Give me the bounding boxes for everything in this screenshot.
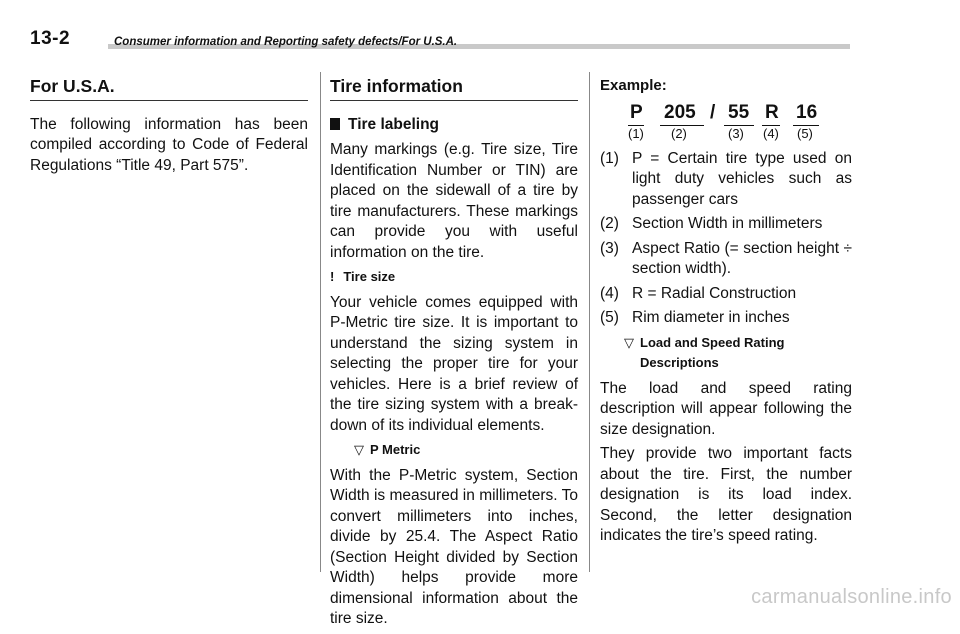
left-column [30, 76, 308, 180]
tire-code-part: R [765, 101, 779, 123]
tire-code-index: (3) [728, 125, 744, 141]
tire-code-part: 205 [664, 101, 696, 123]
example-label: Example: [600, 77, 667, 94]
column-divider-left [320, 72, 321, 572]
tire-code-index: (4) [763, 125, 779, 141]
load-speed-body-2: They provide two important facts about the tire. First, the number designation is its load index. Second, the letter designation indicates the tire’s speed rating. [600, 445, 852, 544]
tire-code-index: (2) [671, 125, 687, 141]
middle-column [330, 76, 578, 634]
tire-code-diagram [600, 103, 852, 141]
list-item: (5) Rim diameter in inches [600, 309, 790, 326]
list-item: (1) P = Certain tire type used on light duty vehicles such as passenger cars [600, 149, 852, 208]
section-heading-tire-info: Tire information [330, 76, 578, 101]
tire-labeling-body: Many markings (e.g. Tire size, Tire Identification Number or TIN) are placed on the sidewall of a tire by tire manufacturers. These markings can provide you with useful information on the tire. [330, 141, 578, 261]
tire-code-part: 55 [728, 101, 750, 123]
square-bullet-icon [330, 118, 340, 130]
page-number: 13-2 [30, 28, 71, 49]
right-column [600, 76, 852, 551]
header-title: Consumer information and Reporting safety defects/For U.S.A. [114, 36, 458, 48]
p-metric-heading: ▽ P Metric [354, 442, 421, 457]
watermark: carmanualsonline.info [751, 586, 952, 608]
list-item: (2) Section Width in millimeters [600, 215, 823, 232]
tire-labeling-heading: Tire labeling [330, 115, 578, 136]
flag-icon: ! [330, 269, 335, 284]
list-item: (3) Aspect Ratio (= section height ÷ section width). [600, 239, 852, 277]
section-heading-usa: For U.S.A. [30, 76, 308, 101]
triangle-icon: ▽ [624, 334, 634, 350]
tire-code-index: (5) [797, 125, 813, 141]
usa-body: The following information has been compiled according to Code of Federal Regulations “Title 49, Part 575”. [30, 115, 308, 174]
list-item: (4) R = Radial Construction [600, 284, 797, 302]
tire-size-body: Your vehicle comes equipped with P-Metric tire size. It is important to understand the sizing system in selecting the proper tire for your vehicles. Here is a brief review of the tire sizing system with a break-down of its individual elements. [330, 293, 578, 434]
tire-size-heading: ! Tire size [330, 269, 396, 284]
page-header [30, 28, 850, 52]
tire-code-index: (1) [628, 125, 644, 141]
triangle-icon: ▽ [354, 442, 364, 457]
load-speed-body-1: The load and speed rating description will appear following the size designation. [600, 379, 852, 438]
load-speed-heading: ▽ Load and Speed Rating Descriptions [600, 333, 852, 374]
tire-code-part: P [630, 101, 643, 123]
p-metric-body: With the P-Metric system, Section Width is measured in millimeters. To convert millimeters into inches, divide by 25.4. The Aspect Ratio (Section Height divided by Section Width) helps provide more dimensional information about the tire size. [330, 466, 578, 627]
tire-code-part: / [710, 101, 716, 123]
column-divider-right [589, 72, 590, 572]
tire-code-part: 16 [796, 101, 818, 123]
